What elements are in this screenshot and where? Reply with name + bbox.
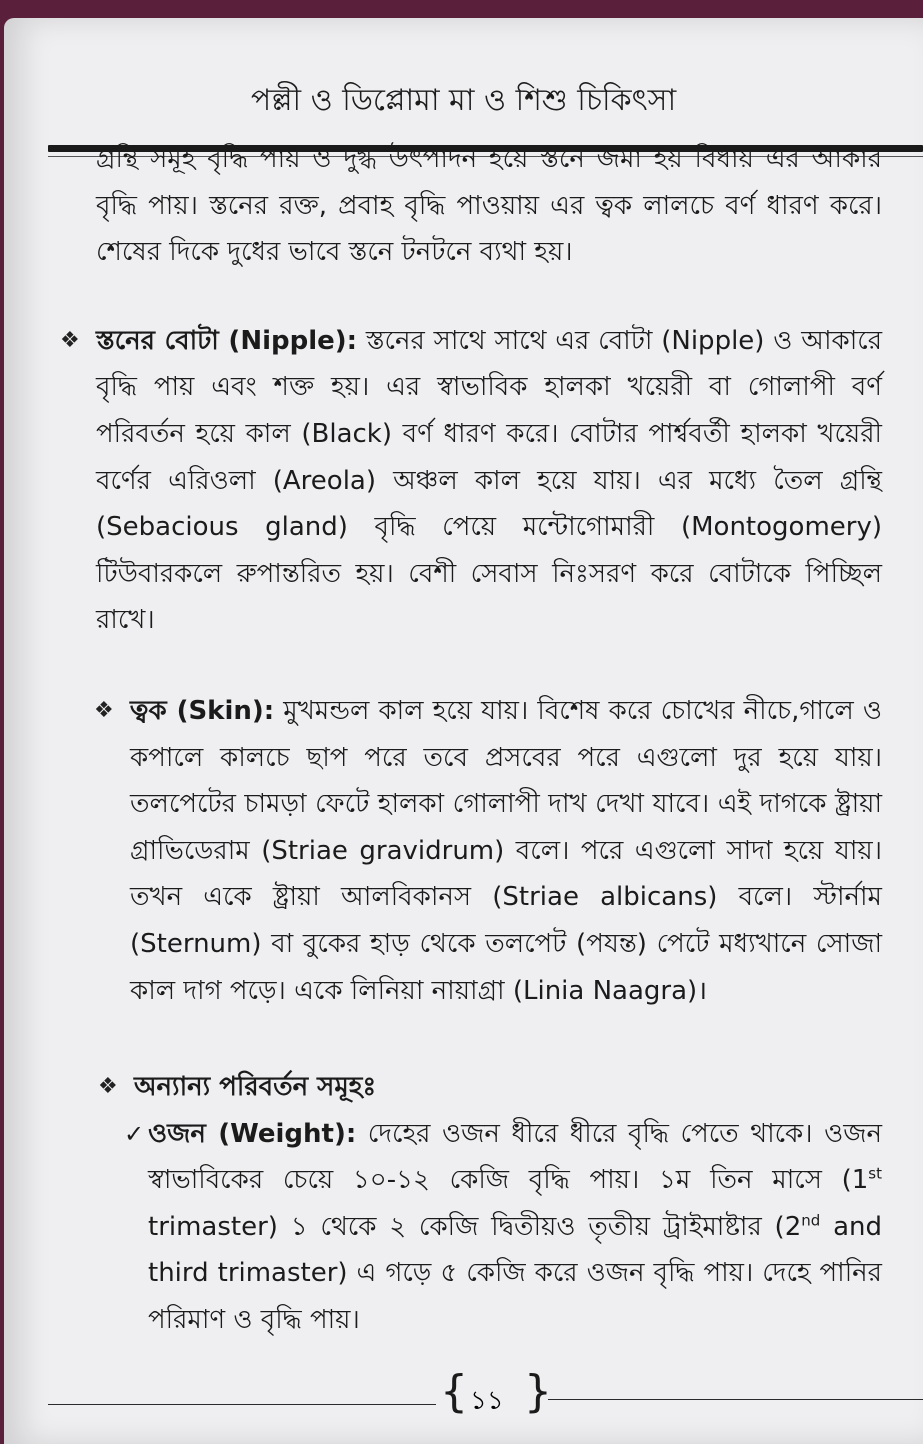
other-changes-section [98, 1064, 882, 1111]
diamond-bullet-icon: ❖ [60, 327, 80, 353]
intro-paragraph [96, 136, 882, 276]
diamond-bullet-icon: ❖ [94, 697, 114, 723]
skin-section [94, 688, 882, 1014]
nipple-text: স্তনের সাথে সাথে এর বোটা (Nipple) ও আকারে বৃদ্ধি পায় এবং শক্ত হয়। এর স্বাভাবিক হালকা খয়েরী বা গোলাপী বর্ণ পরিবর্তন হয়ে কাল (Black) বর্ণ ধারণ করে। বোটার পার্শ্ববর্তী হালকা খয়েরী বর্ণের এরিওলা (Areola) অঞ্চল কাল হয়ে যায়। এর মধ্যে তৈল গ্রন্থি (Sebacious gland) বৃদ্ধি পেয়ে মন্টোগোমারী (Montogomery) টিউবারকলে রুপান্তরিত হয়। বেশী সেবাস নিঃসরণ করে বোটাকে পিচ্ছিল রাখে। [96, 325, 883, 636]
left-brace-icon: { [440, 1366, 468, 1417]
superscript-st: st [868, 1164, 882, 1183]
superscript-nd: nd [801, 1211, 821, 1230]
page-number: ১১ [470, 1386, 504, 1416]
nipple-heading: স্তনের বোটা (Nipple): [96, 325, 358, 356]
other-changes-heading: অন্যান্য পরিবর্তন সমূহঃ [134, 1072, 377, 1103]
intro-text: গ্রন্থি সমূহ বৃদ্ধি পায় ও দুগ্ধ উৎপাদন হয়ে স্তনে জমা হয় বিধায় এর আকার বৃদ্ধি পায়। স্তনের রক্ত, প্রবাহ বৃদ্ধি পাওয়ায় এর ত্বক লালচে বর্ণ ধারণ করে। শেষের দিকে দুধের ভাবে স্তনে টনটনে ব্যথা হয়। [96, 144, 882, 268]
page-body [60, 136, 883, 1344]
weight-text-a: দেহের ওজন ধীরে ধীরে বৃদ্ধি পেতে থাকে। ওজন স্বাভাবিকের চেয়ে ১০-১২ কেজি বৃদ্ধি পায়। ১ম তিন মাসে (1 [148, 1118, 883, 1196]
nipple-section [60, 318, 883, 644]
footer-rule-left [48, 1404, 436, 1405]
right-brace-icon: } [524, 1366, 552, 1417]
weight-text-b: trimaster) ১ থেকে ২ কেজি দ্বিতীয়ও তৃতীয় ট্রাইমাষ্টার (2 [148, 1211, 802, 1242]
check-bullet-icon: ✓ [124, 1119, 145, 1148]
weight-text-c: and third trimaster) এ গড়ে ৫ কেজি করে ওজন বৃদ্ধি পায়। দেহে পানির পরিমাণ ও বৃদ্ধি পায়। [148, 1211, 882, 1336]
footer-rule-right [548, 1399, 923, 1400]
book-page [4, 18, 923, 1444]
diamond-bullet-icon: ❖ [98, 1074, 118, 1100]
skin-text: মুখমন্ডল কাল হয়ে যায়। বিশেষ করে চোখের নীচে,গালে ও কপালে কালচে ছাপ পরে তবে প্রসবের পরে এগুলো দুর হয়ে যায়। তলপেটের চামড়া ফেটে হালকা গোলাপী দাখ দেখা যাবে। এই দাগকে ষ্ট্রায়া গ্রাভিডেরাম (Striae gravidrum) বলে। পরে এগুলো সাদা হয়ে যায়। তখন একে ষ্ট্রায়া আলবিকানস (Striae albicans) বলে। স্টার্নাম (Sternum) বা বুকের হাড় থেকে তলপেট (পযন্ত) পেটে মধ্যখানে সোজা কাল দাগ পড়ে। একে লিনিয়া নায়াগ্রা (Linia Naagra)। [130, 695, 882, 1006]
weight-heading: ওজন (Weight): [148, 1118, 357, 1149]
weight-section [124, 1111, 883, 1344]
skin-heading: ত্বক (Skin): [130, 695, 275, 726]
running-header: পল্লী ও ডিপ্লোমা মা ও শিশু চিকিৎসা [250, 83, 677, 118]
